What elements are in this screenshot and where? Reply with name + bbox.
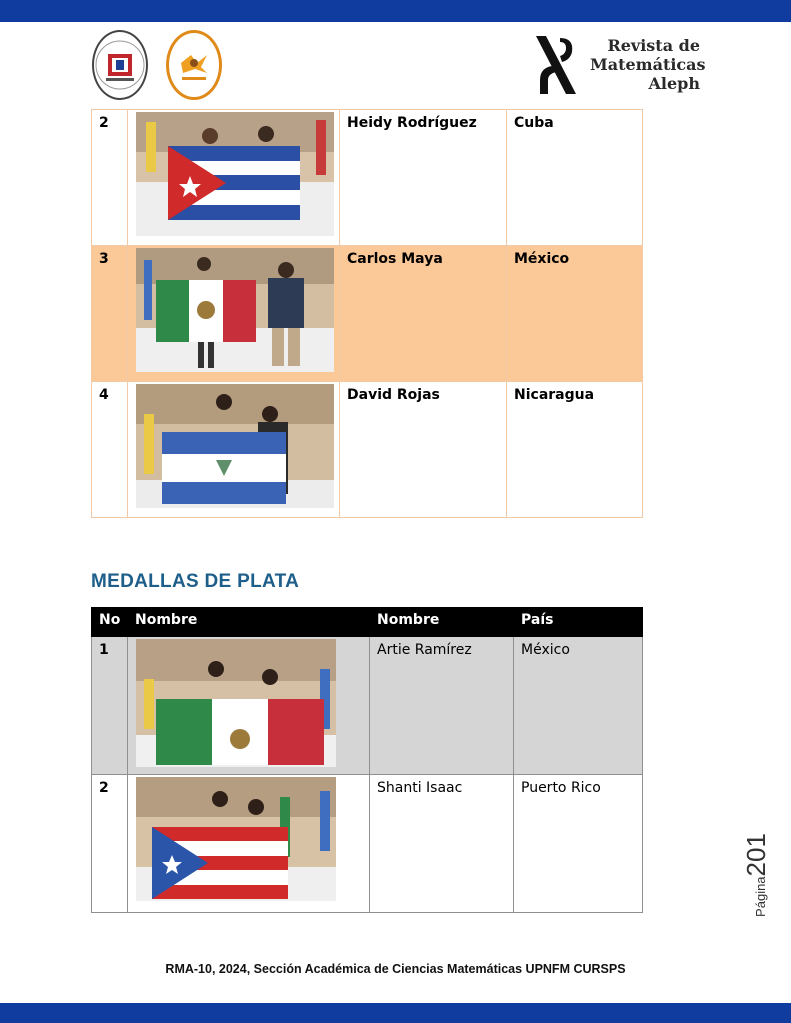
column-header: Nombre bbox=[128, 608, 370, 637]
bottom-color-band bbox=[0, 1003, 791, 1023]
student-name: Artie Ramírez bbox=[370, 637, 514, 775]
student-country: México bbox=[514, 637, 643, 775]
table-row bbox=[92, 775, 643, 913]
table-row bbox=[92, 382, 643, 518]
photo-cell bbox=[128, 637, 370, 775]
student-country: México bbox=[507, 246, 643, 382]
journal-title-line: Revista de bbox=[607, 36, 700, 55]
row-number: 4 bbox=[92, 382, 128, 518]
student-country: Cuba bbox=[507, 110, 643, 246]
page-label: Página bbox=[753, 876, 768, 917]
row-number: 2 bbox=[92, 775, 128, 913]
gold-medals-table bbox=[91, 109, 643, 518]
table-row bbox=[92, 110, 643, 246]
puerto-rico-flag-photo bbox=[136, 777, 336, 901]
university-seal-logo bbox=[92, 30, 148, 100]
silver-medals-table bbox=[91, 607, 643, 913]
nicaragua-flag-photo bbox=[136, 384, 334, 508]
section-title: MEDALLAS DE PLATA bbox=[91, 571, 300, 592]
page-number bbox=[726, 830, 776, 930]
journal-title bbox=[590, 36, 706, 93]
row-number: 3 bbox=[92, 246, 128, 382]
mexico-flag-photo bbox=[136, 248, 334, 372]
table-row bbox=[92, 246, 643, 382]
photo-cell bbox=[128, 110, 340, 246]
column-header: País bbox=[514, 608, 643, 637]
student-country: Nicaragua bbox=[507, 382, 643, 518]
student-country: Puerto Rico bbox=[514, 775, 643, 913]
aleph-logo bbox=[530, 30, 582, 100]
journal-title-line: Aleph bbox=[648, 74, 700, 93]
student-name: Heidy Rodríguez bbox=[340, 110, 507, 246]
top-color-band bbox=[0, 0, 791, 22]
student-name: David Rojas bbox=[340, 382, 507, 518]
journal-title-line: Matemáticas bbox=[590, 55, 706, 74]
math-department-logo bbox=[166, 30, 222, 100]
row-number: 1 bbox=[92, 637, 128, 775]
footer-text: RMA-10, 2024, Sección Académica de Ciencias Matemáticas UPNFM CURSPS bbox=[165, 962, 626, 976]
photo-cell bbox=[128, 775, 370, 913]
student-name: Shanti Isaac bbox=[370, 775, 514, 913]
photo-cell bbox=[128, 382, 340, 518]
column-header: No bbox=[92, 608, 128, 637]
photo-cell bbox=[128, 246, 340, 382]
cuba-flag-photo bbox=[136, 112, 334, 236]
table-row bbox=[92, 637, 643, 775]
table-header-row bbox=[92, 608, 643, 637]
mexico-flag-photo bbox=[136, 639, 336, 767]
page-number-value: 201 bbox=[741, 833, 771, 877]
row-number: 2 bbox=[92, 110, 128, 246]
column-header: Nombre bbox=[370, 608, 514, 637]
student-name: Carlos Maya bbox=[340, 246, 507, 382]
